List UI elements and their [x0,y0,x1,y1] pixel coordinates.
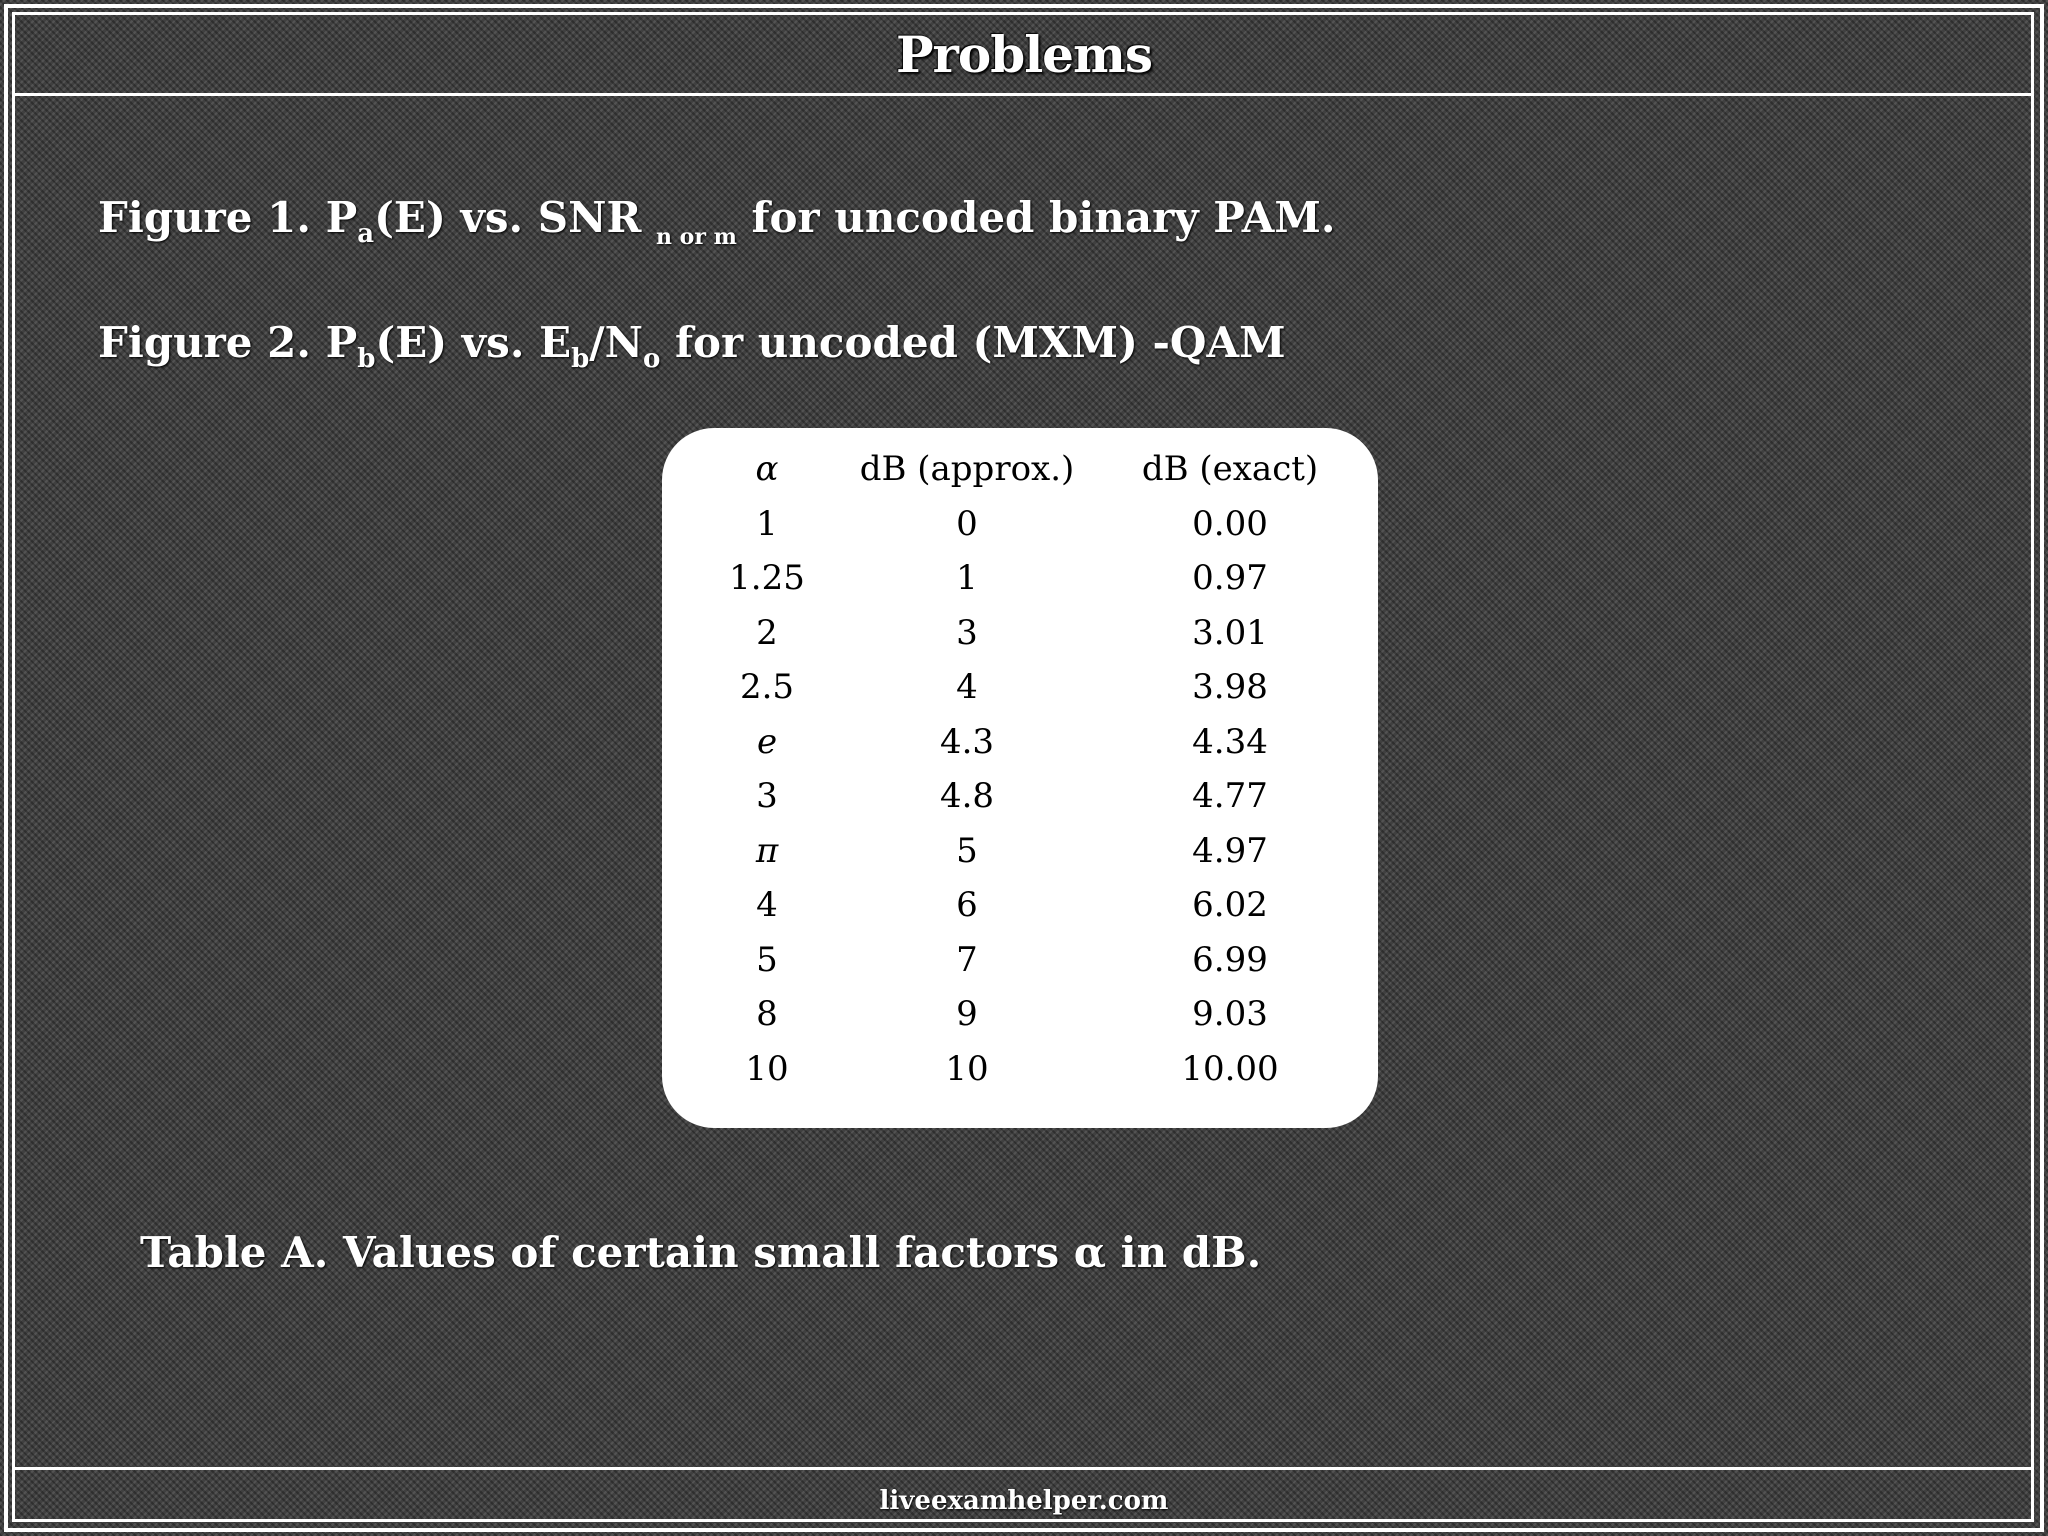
alpha-cell: 10 [745,1048,789,1089]
approx-cell: 0 [956,503,978,544]
table-row [702,497,1358,552]
table-row [702,824,1358,879]
exact-cell: 3.01 [1192,612,1268,653]
header-divider [12,93,2031,96]
alpha-cell: π [755,830,779,871]
exact-cell: 10.00 [1181,1048,1279,1089]
approx-cell: 4.3 [939,721,995,762]
exact-cell: 4.97 [1192,830,1268,871]
table-row [702,660,1358,715]
table-header-row [702,442,1358,497]
footer-website: liveexamhelper.com [879,1486,1169,1516]
table-caption: Table A. Values of certain small factors α in dB. [140,1228,1262,1277]
alpha-cell: 8 [756,994,778,1035]
footer-divider [12,1467,2031,1470]
approx-cell: 6 [956,885,978,926]
exact-cell: 3.98 [1192,667,1268,708]
table-row [702,933,1358,988]
table-row [702,987,1358,1042]
header-db-exact: dB (exact) [1141,449,1319,490]
db-table-card [662,428,1378,1128]
header-db-approx: dB (approx.) [859,449,1075,490]
approx-cell: 7 [956,939,978,980]
exact-cell: 4.34 [1192,721,1268,762]
exact-cell: 0.97 [1192,558,1268,599]
alpha-cell: 1 [756,503,778,544]
approx-cell: 10 [945,1048,989,1089]
table-row [702,1042,1358,1097]
exact-cell: 9.03 [1192,994,1268,1035]
table-row [702,551,1358,606]
alpha-cell: e [756,721,778,762]
approx-cell: 3 [956,612,978,653]
db-values-table [702,442,1358,1096]
approx-cell: 9 [956,994,978,1035]
exact-cell: 0.00 [1192,503,1268,544]
figure-2-caption: Figure 2. $P_b(E)$ vs. $E_b/N_o$ for uncoded (MXM) -QAM [98,318,1286,374]
approx-cell: 1 [956,558,978,599]
exact-cell: 6.02 [1192,885,1268,926]
table-row [702,878,1358,933]
slide-title: Problems [895,25,1153,84]
approx-cell: 4 [956,667,978,708]
table-row [702,715,1358,770]
figure-1-caption: Figure 1. $P_a(E)$ vs. SNR $_{n or m}$ for uncoded binary PAM. [98,193,1336,250]
approx-cell: 4.8 [939,776,995,817]
exact-cell: 4.77 [1192,776,1268,817]
alpha-cell: 3 [756,776,778,817]
header-alpha: α [755,449,779,490]
approx-cell: 5 [956,830,978,871]
alpha-cell: 2.5 [739,667,795,708]
table-row [702,769,1358,824]
alpha-cell: 5 [756,939,778,980]
alpha-cell: 2 [756,612,778,653]
alpha-cell: 4 [756,885,778,926]
exact-cell: 6.99 [1192,939,1268,980]
table-row [702,606,1358,661]
alpha-cell: 1.25 [729,558,805,599]
